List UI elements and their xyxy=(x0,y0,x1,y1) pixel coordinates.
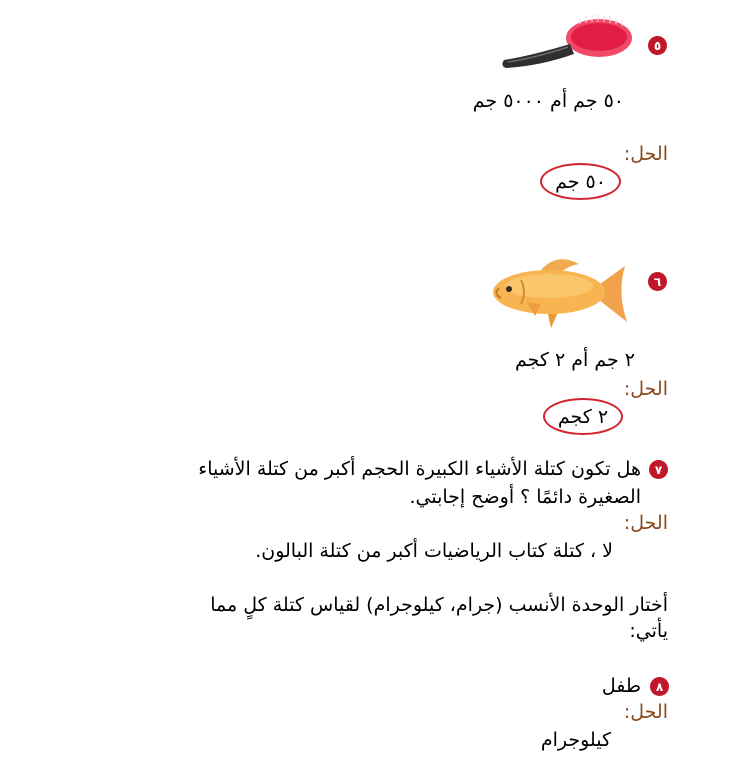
question-number-7: ٧ xyxy=(649,460,668,479)
q7-question-line2: الصغيرة دائمًا ؟ أوضح إجابتي. xyxy=(409,486,641,508)
q6-solution-label: الحل: xyxy=(623,378,668,400)
hairbrush-icon xyxy=(500,12,635,70)
q8-solution-label: الحل: xyxy=(623,701,668,723)
q7-question-line1: هل تكون كتلة الأشياء الكبيرة الحجم أكبر من كتلة الأشياء xyxy=(198,458,641,480)
question-number-8: ٨ xyxy=(650,677,669,696)
q7-solution-label: الحل: xyxy=(623,512,668,534)
q5-solution-label: الحل: xyxy=(623,143,668,165)
q6-answer-circled xyxy=(543,398,623,435)
q5-choice: ٥٠ جم أم ٥٠٠٠ جم xyxy=(472,90,624,112)
q8-answer: كيلوجرام xyxy=(540,729,611,751)
q7-answer: لا ، كتلة كتاب الرياضيات أكبر من كتلة البالون. xyxy=(255,540,613,562)
question-number-6: ٦ xyxy=(648,272,667,291)
q5-answer-circled xyxy=(540,163,621,200)
instruction-line2: يأتي: xyxy=(629,620,668,642)
q6-choice: ٢ جم أم ٢ كجم xyxy=(515,349,635,371)
q5-answer: ٥٠ جم xyxy=(555,170,606,193)
q8-item: طفل xyxy=(601,675,641,697)
goldfish-icon xyxy=(487,252,632,332)
instruction-line1: أختار الوحدة الأنسب (جرام، كيلوجرام) لقياس كتلة كلٍ مما xyxy=(210,594,668,616)
question-number-5: ٥ xyxy=(648,36,667,55)
q6-answer: ٢ كجم xyxy=(557,405,609,428)
